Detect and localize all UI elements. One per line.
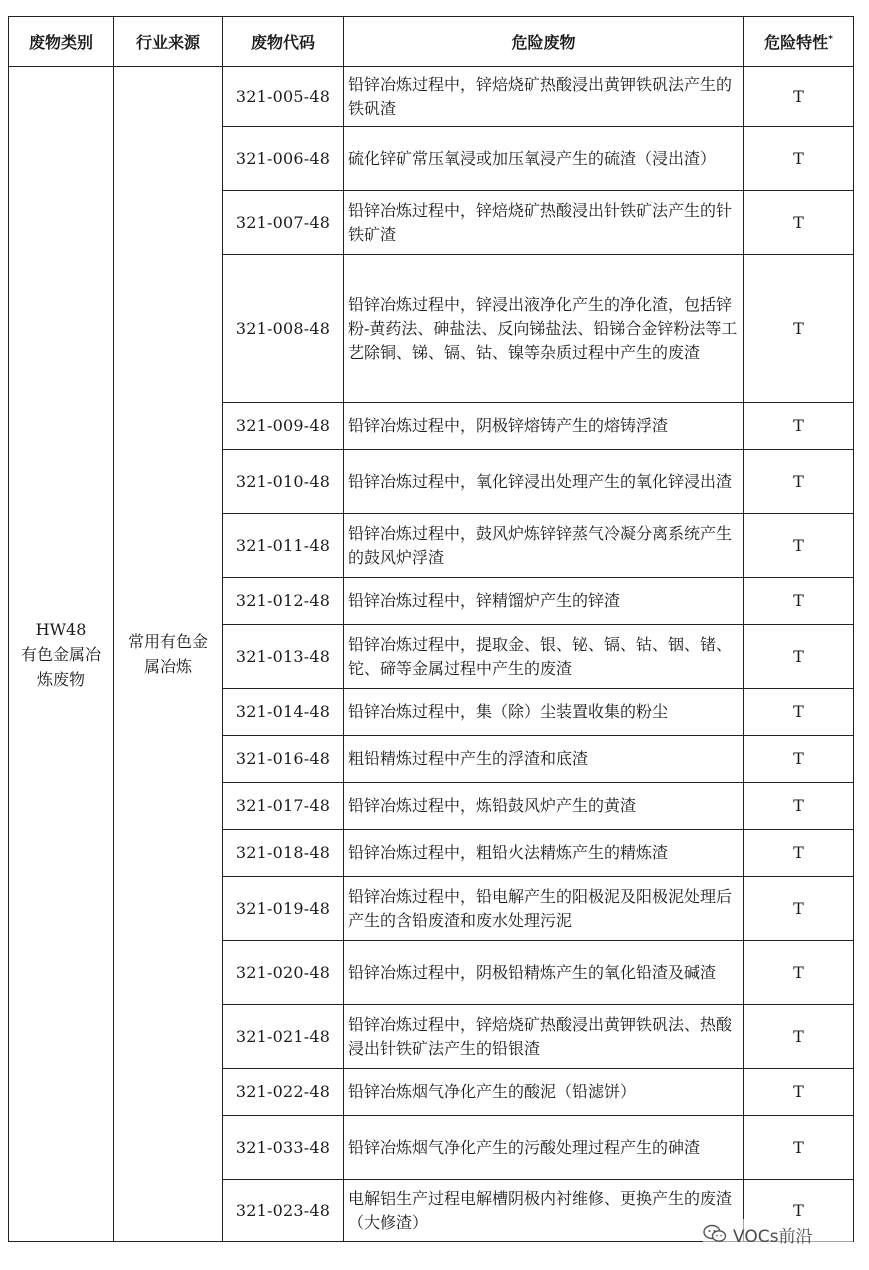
- hazard-property: T: [744, 877, 854, 941]
- hazard-property: T: [744, 625, 854, 689]
- category-text: 有色金属冶: [20, 644, 101, 664]
- category-text: HW48: [35, 619, 87, 639]
- waste-code: 321-018-48: [223, 830, 344, 877]
- source-cell: [114, 67, 223, 1242]
- waste-description: 铅锌冶炼过程中，锌焙烧矿热酸浸出针铁矿法产生的针铁矿渣: [344, 191, 744, 255]
- hazard-property: T: [744, 1116, 854, 1180]
- waste-code: 321-017-48: [223, 783, 344, 830]
- waste-code: 321-033-48: [223, 1116, 344, 1180]
- waste-code: 321-011-48: [223, 514, 344, 578]
- category-text: 炼废物: [36, 669, 85, 689]
- watermark-text: VOCs前沿: [733, 1226, 813, 1247]
- waste-description: 铅锌冶炼过程中，提取金、银、铋、镉、钴、铟、锗、铊、碲等金属过程中产生的废渣: [344, 625, 744, 689]
- hazard-property: T: [744, 578, 854, 625]
- hazard-property: T: [744, 783, 854, 830]
- waste-code: 321-012-48: [223, 578, 344, 625]
- waste-code: 321-014-48: [223, 689, 344, 736]
- hazard-property: T: [744, 689, 854, 736]
- waste-description: 铅锌冶炼过程中，铅电解产生的阳极泥及阳极泥处理后产生的含铅废渣和废水处理污泥: [344, 877, 744, 941]
- waste-description: 铅锌冶炼过程中，粗铅火法精炼产生的精炼渣: [344, 830, 744, 877]
- table-header-row: [9, 17, 854, 67]
- waste-description: 铅锌冶炼过程中，氧化锌浸出处理产生的氧化锌浸出渣: [344, 450, 744, 514]
- hazard-property: T: [744, 941, 854, 1005]
- waste-description: 铅锌冶炼过程中，锌焙烧矿热酸浸出黄钾铁矾法、热酸浸出针铁矿法产生的铅银渣: [344, 1005, 744, 1069]
- waste-description: 铅锌冶炼过程中，锌焙烧矿热酸浸出黄钾铁矾法产生的铁矾渣: [344, 67, 744, 127]
- waste-description: 铅锌冶炼过程中，集（除）尘装置收集的粉尘: [344, 689, 744, 736]
- category-cell: [9, 67, 114, 1242]
- hazard-property: T: [744, 1180, 854, 1242]
- wechat-icon: [703, 1224, 727, 1244]
- waste-code: 321-023-48: [223, 1180, 344, 1242]
- hazard-property: T: [744, 830, 854, 877]
- watermark: [703, 1219, 853, 1249]
- source-text: 常用有色金: [127, 632, 208, 651]
- waste-description: 铅锌冶炼烟气净化产生的酸泥（铅滤饼）: [344, 1069, 744, 1116]
- waste-code: 321-007-48: [223, 191, 344, 255]
- waste-code: 321-006-48: [223, 127, 344, 191]
- waste-description: 铅锌冶炼过程中，锌精馏炉产生的锌渣: [344, 578, 744, 625]
- header-property-label: 危险特性: [764, 33, 829, 52]
- waste-code: 321-008-48: [223, 255, 344, 403]
- hazard-property: T: [744, 514, 854, 578]
- hazard-property: T: [744, 191, 854, 255]
- header-category: 废物类别: [9, 17, 114, 67]
- hazardous-waste-table: [8, 16, 854, 1242]
- hazard-property: T: [744, 67, 854, 127]
- hazard-property: T: [744, 736, 854, 783]
- hazard-property: T: [744, 127, 854, 191]
- header-code: 废物代码: [223, 17, 344, 67]
- waste-code: 321-020-48: [223, 941, 344, 1005]
- source-text: 属冶炼: [143, 657, 192, 676]
- waste-code: 321-005-48: [223, 67, 344, 127]
- waste-description: 粗铅精炼过程中产生的浮渣和底渣: [344, 736, 744, 783]
- waste-code: 321-013-48: [223, 625, 344, 689]
- hazard-property: T: [744, 403, 854, 450]
- waste-description: 铅锌冶炼过程中，阴极锌熔铸产生的熔铸浮渣: [344, 403, 744, 450]
- waste-description: 铅锌冶炼过程中，阴极铅精炼产生的氧化铅渣及碱渣: [344, 941, 744, 1005]
- header-source: 行业来源: [114, 17, 223, 67]
- waste-description: 铅锌冶炼过程中，炼铅鼓风炉产生的黄渣: [344, 783, 744, 830]
- waste-code: 321-016-48: [223, 736, 344, 783]
- hazardous-waste-table-container: [8, 16, 853, 1242]
- hazard-property: T: [744, 255, 854, 403]
- table-body: [9, 67, 854, 1242]
- waste-code: 321-009-48: [223, 403, 344, 450]
- hazard-property: T: [744, 1005, 854, 1069]
- waste-description: 铅锌冶炼烟气净化产生的污酸处理过程产生的砷渣: [344, 1116, 744, 1180]
- waste-description: 铅锌冶炼过程中，锌浸出液净化产生的净化渣，包括锌粉-黄药法、砷盐法、反向锑盐法、铅锑合金锌粉法等工艺除铜、锑、镉、钴、镍等杂质过程中产生的废渣: [344, 255, 744, 403]
- header-property: [744, 17, 854, 67]
- waste-code: 321-019-48: [223, 877, 344, 941]
- header-property-mark: *: [828, 34, 833, 45]
- waste-code: 321-021-48: [223, 1005, 344, 1069]
- table-row: [9, 67, 854, 127]
- waste-description: 铅锌冶炼过程中，鼓风炉炼锌锌蒸气冷凝分离系统产生的鼓风炉浮渣: [344, 514, 744, 578]
- hazard-property: T: [744, 1069, 854, 1116]
- hazard-property: T: [744, 450, 854, 514]
- waste-description: 电解铝生产过程电解槽阴极内衬维修、更换产生的废渣（大修渣）: [344, 1180, 744, 1242]
- waste-code: 321-010-48: [223, 450, 344, 514]
- header-waste: 危险废物: [344, 17, 744, 67]
- waste-code: 321-022-48: [223, 1069, 344, 1116]
- waste-description: 硫化锌矿常压氧浸或加压氧浸产生的硫渣（浸出渣）: [344, 127, 744, 191]
